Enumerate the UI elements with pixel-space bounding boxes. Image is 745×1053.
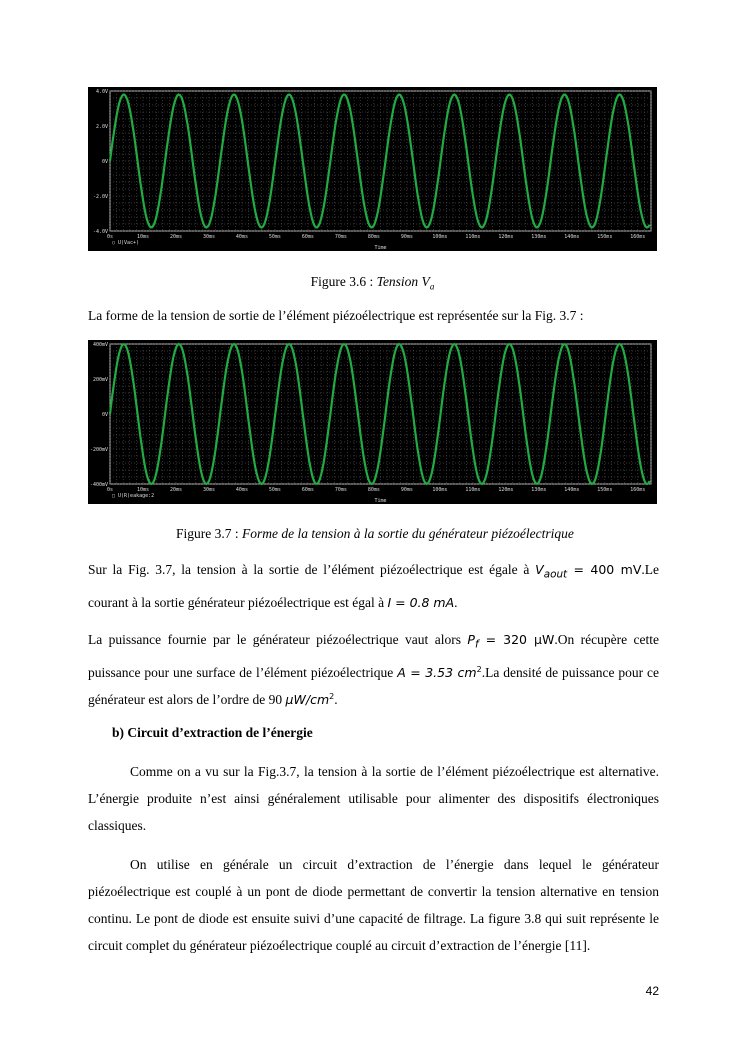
x-tick-label: 40ms bbox=[235, 234, 248, 240]
x-tick-label: 50ms bbox=[268, 487, 281, 493]
math-sup: 2 bbox=[329, 691, 335, 701]
math-value: = 400 mV bbox=[567, 562, 642, 577]
x-tick-label: 160ms bbox=[630, 234, 646, 240]
x-tick-label: 60ms bbox=[301, 487, 314, 493]
y-tick-label: 400mV bbox=[92, 342, 108, 348]
caption-title: Forme de la tension à la sortie du générateur piézoélectrique bbox=[242, 526, 574, 541]
y-tick-label: 0V bbox=[101, 159, 108, 165]
paragraph-intro-fig37: La forme de la tension de sortie de l’élément piézoélectrique est représentée sur la Fig. 3.7 : bbox=[88, 308, 584, 323]
math-density: μW/cm bbox=[285, 691, 330, 707]
paragraph-power bbox=[88, 626, 659, 713]
x-tick-label: 30ms bbox=[202, 487, 215, 493]
text: .La densité de puissance pour ce générateur est alors de l’ordre de 90 bbox=[88, 664, 660, 707]
x-tick-label: 140ms bbox=[564, 234, 580, 240]
math-current: I = 0.8 mA bbox=[387, 594, 455, 610]
y-tick-label: -200mV bbox=[89, 447, 108, 453]
figure-3-6-caption bbox=[88, 274, 657, 292]
caption-title: Tension V bbox=[376, 274, 430, 289]
x-tick-label: 30ms bbox=[202, 234, 215, 240]
math-area: A = 3.53 cm bbox=[397, 664, 477, 680]
y-tick-label: 0V bbox=[101, 412, 108, 418]
math-sub: aout bbox=[543, 568, 568, 581]
x-tick-label: 20ms bbox=[169, 487, 182, 493]
x-tick-label: 130ms bbox=[531, 234, 547, 240]
x-tick-label: 70ms bbox=[334, 234, 347, 240]
x-tick-label: 120ms bbox=[498, 487, 514, 493]
caption-prefix: Figure 3.7 : bbox=[176, 526, 242, 541]
caption-prefix: Figure 3.6 : bbox=[310, 274, 377, 289]
section-heading: b) Circuit d’extraction de l’énergie bbox=[112, 725, 313, 740]
x-axis-label: Time bbox=[374, 498, 387, 504]
math-value: = 320 μW bbox=[478, 632, 555, 647]
y-tick-label: 2.0V bbox=[95, 124, 108, 130]
legend-label: □ U(R)eakage:2 bbox=[112, 493, 155, 499]
tension-va-chart bbox=[88, 87, 657, 251]
paragraph-output-voltage bbox=[88, 556, 659, 616]
paragraph-extraction-circuit: On utilise en générale un circuit d’extraction de l’énergie dans lequel le générateur piézoélectrique est couplé à un pont de diode permettant de convertir la tension alternative en tension continu. Le pont de diode est ensuite suivi d’une capacité de filtrage. La figure 3.8 qui suit représente le circuit complet du générateur piézoélectrique couplé au circuit d’extraction de l’énergie [11]. bbox=[88, 857, 659, 953]
x-tick-label: 120ms bbox=[498, 234, 514, 240]
output-voltage-chart bbox=[88, 340, 657, 504]
x-tick-label: 0s bbox=[106, 487, 114, 493]
x-tick-label: 90ms bbox=[400, 487, 413, 493]
page-number: 42 bbox=[645, 984, 659, 998]
y-tick-label: -2.0V bbox=[92, 194, 108, 200]
x-tick-label: 110ms bbox=[465, 487, 481, 493]
text: Sur la Fig. 3.7, la tension à la sortie de l’élément piézoélectrique est égale à bbox=[88, 562, 536, 577]
math-sub: f bbox=[474, 638, 479, 651]
x-tick-label: 140ms bbox=[564, 487, 580, 493]
x-tick-label: 10ms bbox=[136, 234, 150, 240]
figure-3-7-caption bbox=[88, 526, 708, 542]
math-sup: 2 bbox=[476, 664, 482, 674]
x-tick-label: 150ms bbox=[597, 234, 613, 240]
x-tick-label: 20ms bbox=[169, 234, 182, 240]
x-tick-label: 160ms bbox=[630, 487, 646, 493]
y-tick-label: 4.0V bbox=[95, 89, 108, 95]
x-tick-label: 100ms bbox=[432, 487, 448, 493]
x-tick-label: 150ms bbox=[597, 487, 613, 493]
y-tick-label: 200mV bbox=[92, 377, 108, 383]
x-tick-label: 90ms bbox=[400, 234, 413, 240]
x-tick-label: 110ms bbox=[465, 234, 481, 240]
x-tick-label: 10ms bbox=[136, 487, 150, 493]
x-axis-label: Time bbox=[374, 245, 387, 251]
legend-label: ○ U(Vac+) bbox=[112, 240, 140, 246]
y-tick-label: -400mV bbox=[89, 482, 108, 488]
text: . bbox=[334, 691, 338, 707]
x-tick-label: 130ms bbox=[531, 487, 547, 493]
y-tick-label: -4.0V bbox=[92, 229, 108, 235]
x-tick-label: 40ms bbox=[235, 487, 248, 493]
x-tick-label: 0s bbox=[106, 234, 114, 240]
x-tick-label: 80ms bbox=[367, 487, 380, 493]
x-tick-label: 50ms bbox=[268, 234, 281, 240]
math-v: V bbox=[535, 562, 544, 577]
x-tick-label: 70ms bbox=[334, 487, 347, 493]
x-tick-label: 80ms bbox=[367, 234, 380, 240]
text: . bbox=[454, 594, 458, 610]
figure-3-6-plot bbox=[88, 87, 657, 251]
text: .On récupère cette puissance pour une surface de l’élément piézoélectrique bbox=[88, 632, 659, 680]
x-tick-label: 100ms bbox=[432, 234, 448, 240]
paragraph-alternative: Comme on a vu sur la Fig.3.7, la tension à la sortie de l’élément piézoélectrique est alternative. L’énergie produite n’est ainsi généralement utilisable pour alimenter des dispositifs électroniques classiques. bbox=[88, 764, 659, 833]
math-p: P bbox=[467, 632, 475, 647]
text: .Le courant à la sortie générateur piézoélectrique est égal à bbox=[88, 562, 660, 610]
figure-3-7-plot bbox=[88, 340, 657, 504]
x-tick-label: 60ms bbox=[301, 234, 314, 240]
caption-subscript: a bbox=[429, 281, 435, 292]
text: La puissance fournie par le générateur piézoélectrique vaut alors bbox=[88, 632, 468, 647]
